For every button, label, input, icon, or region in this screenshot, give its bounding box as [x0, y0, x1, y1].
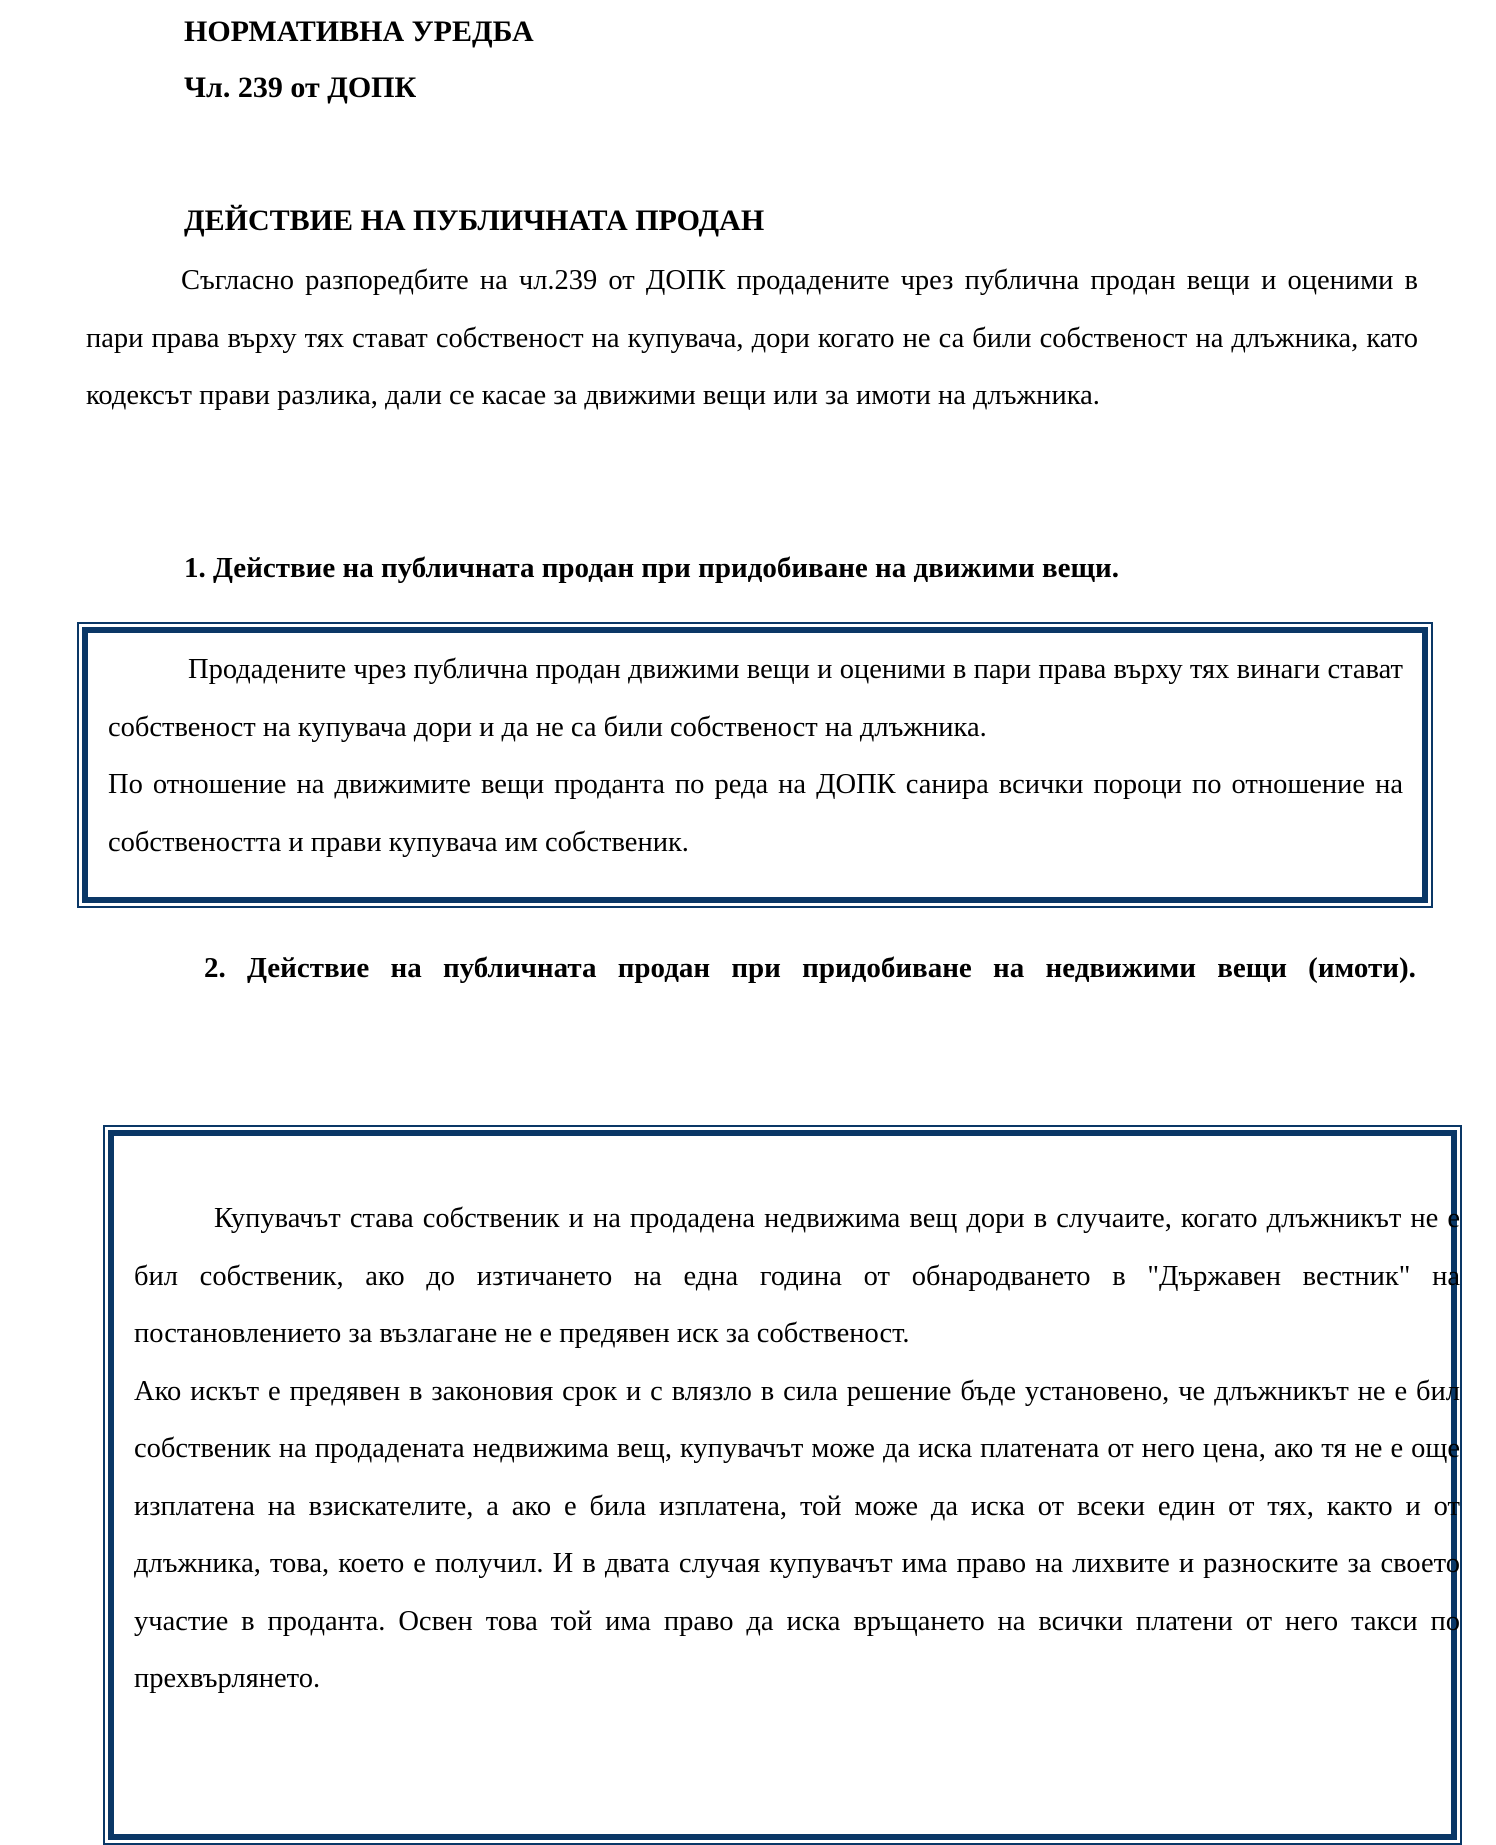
section-1-box: [77, 622, 1433, 908]
section-2-paragraph-1: Купувачът става собственик и на продадена недвижима вещ дори в случаите, когато длъжникът не е бил собственик, ако до изтичането на една година от обнародването в "Държавен вестник" на постановлението за възлагане не е предявен иск за собственост.: [134, 1203, 1460, 1349]
section-2-box-inner: [108, 1130, 1460, 1840]
main-title: ДЕЙСТВИЕ НА ПУБЛИЧНАТА ПРОДАН: [184, 204, 765, 237]
section-1-paragraph-1: Продадените чрез публична продан движими вещи и оценими в пари права върху тях винаги стават собственост на купувача дори и да не са били собственост на длъжника.: [108, 654, 1403, 743]
intro-paragraph: [86, 252, 1418, 425]
section-2-box-content: [134, 1190, 1460, 1708]
section-2-box: [103, 1125, 1462, 1845]
section-2-paragraph-2: Ако искът е предявен в законовия срок и с влязло в сила решение бъде установено, че длъжникът не е бил собственик на продадената недвижима вещ, купувачът може да иска платената от него цена, ако тя не е още изплатена на взискателите, а ако е била изплатена, той може да иска от всеки един от тях, както и от длъжника, това, което е получил. И в двата случая купувачът има право на лихвите и разноските за своето участие в проданта. Освен това той има право да иска връщането на всички платени от него такси по прехвърлянето.: [134, 1375, 1460, 1694]
header-regulation-title: НОРМАТИВНА УРЕДБА: [184, 15, 534, 48]
section-1-box-inner: [82, 627, 1428, 903]
section-1-heading: 1. Действие на публичната продан при придобиване на движими вещи.: [184, 552, 1119, 584]
section-1-box-content: [108, 641, 1403, 871]
intro-paragraph-text: Съгласно разпоредбите на чл.239 от ДОПК продадените чрез публична продан вещи и оценими в пари права върху тях стават собственост на купувача, дори когато не са били собственост на длъжника, като кодексът прави разлика, дали се касае за движими вещи или за имоти на длъжника.: [86, 265, 1418, 411]
section-1-paragraph-2: По отношение на движимите вещи проданта по реда на ДОПК санира всички пороци по отношение на собствеността и прави купувача им собственик.: [108, 769, 1403, 858]
header-article-reference: Чл. 239 от ДОПК: [184, 71, 417, 104]
section-2-heading: 2. Действие на публичната продан при придобиване на недвижими вещи (имоти).: [204, 952, 1416, 984]
